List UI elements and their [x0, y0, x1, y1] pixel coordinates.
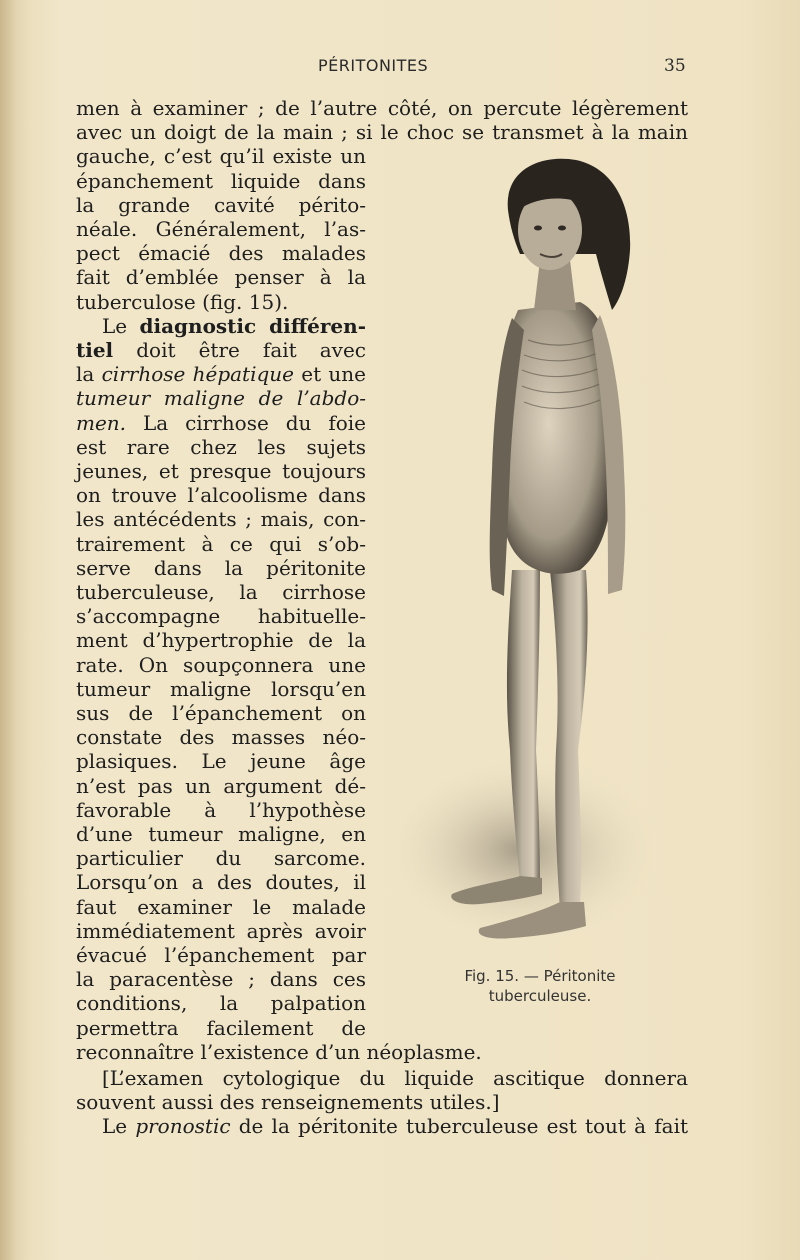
text-line: on trouve l’alcoolisme dans [76, 483, 366, 508]
text-line: particulier du sarcome. [76, 846, 366, 871]
text-line: plasiques. Le jeune âge [76, 749, 366, 774]
text-line: tumeur maligne lorsqu’en [76, 676, 366, 701]
text-line: trairement à ce qui s’ob- [76, 531, 366, 556]
italic-term: men. [76, 410, 127, 435]
text-line: la grande cavité périto- [76, 192, 366, 217]
text-line: pect émacié des malades [76, 241, 366, 266]
italic-term: cirrhose hépatique [101, 362, 294, 387]
text-line: tuberculeuse, la cirrhose [76, 580, 366, 604]
text-line: men à examiner ; de l’autre côté, on percute légèrement [76, 96, 688, 120]
italic-term: pronostic [135, 1114, 231, 1139]
right-eye [558, 226, 566, 231]
text-line [76, 411, 366, 435]
text-line: avec un doigt de la main ; si le choc se transmet à la main [76, 120, 688, 145]
bold-term: tiel [76, 338, 114, 362]
text-line: constate des masses néo- [76, 725, 366, 750]
text-line: n’est pas un argument dé- [76, 773, 366, 798]
text-run: Le [102, 313, 140, 338]
text-line: les antécédents ; mais, con- [76, 507, 366, 532]
text-line: gauche, c’est qu’il existe un [76, 144, 366, 169]
caption-line: tuberculeuse. [488, 987, 592, 1005]
text-line: conditions, la palpation [76, 991, 366, 1016]
text-run: Le [102, 1114, 136, 1139]
page-number: 35 [664, 56, 686, 76]
book-spine-shadow [0, 0, 18, 1260]
bold-term: diagnostic différen- [139, 313, 366, 338]
text-line: tuberculose (fig. 15). [76, 289, 289, 314]
text-line: reconnaître l’existence d’un néoplasme. [76, 1039, 482, 1064]
figure-caption [400, 966, 680, 1006]
text-run: de la péritonite tuberculeuse est tout à fait [230, 1114, 689, 1139]
text-line [76, 362, 366, 386]
text-line [76, 314, 366, 338]
text-line: sus de l’épanchement on [76, 701, 366, 725]
text-line: souvent aussi des renseignements utiles.] [76, 1090, 500, 1115]
text-run: La cirrhose du foie [126, 410, 366, 435]
text-line: la paracentèse ; dans ces [76, 967, 366, 992]
text-run: la [76, 362, 102, 387]
text-line: jeunes, et presque toujours [76, 459, 366, 483]
text-run: et une [294, 362, 366, 387]
caption-line: Fig. 15. — Péritonite [464, 967, 616, 985]
text-line: évacué l’épanchement par [76, 943, 366, 967]
text-line: permettra facilement de [76, 1015, 366, 1040]
patient-photograph [400, 150, 670, 960]
text-line: [L’examen cytologique du liquide ascitique donnera [102, 1066, 688, 1090]
text-line: fait d’emblée penser à la [76, 265, 366, 290]
text-line [76, 338, 366, 362]
text-run: doit être fait avec [113, 338, 366, 362]
running-header [0, 56, 800, 80]
text-line: ment d’hypertrophie de la [76, 628, 366, 653]
text-line [76, 1114, 688, 1138]
text-line: favorable à l’hypothèse [76, 797, 366, 822]
text-line: rate. On soupçonnera une [76, 652, 366, 677]
text-line: immédiatement après avoir [76, 918, 366, 943]
text-line: tumeur maligne de l’abdo- [76, 386, 366, 411]
text-line: faut examiner le malade [76, 894, 366, 919]
text-line: Lorsqu’on a des doutes, il [76, 870, 366, 895]
text-line: serve dans la péritonite [76, 555, 366, 580]
text-line: néale. Généralement, l’as- [76, 217, 366, 241]
running-title: PÉRITONITES [318, 56, 429, 75]
text-line: est rare chez les sujets [76, 434, 366, 459]
text-line: épanchement liquide dans [76, 168, 366, 193]
left-eye [534, 226, 542, 231]
text-line: d’une tumeur maligne, en [76, 822, 366, 846]
text-line: s’accompagne habituelle- [76, 604, 366, 629]
